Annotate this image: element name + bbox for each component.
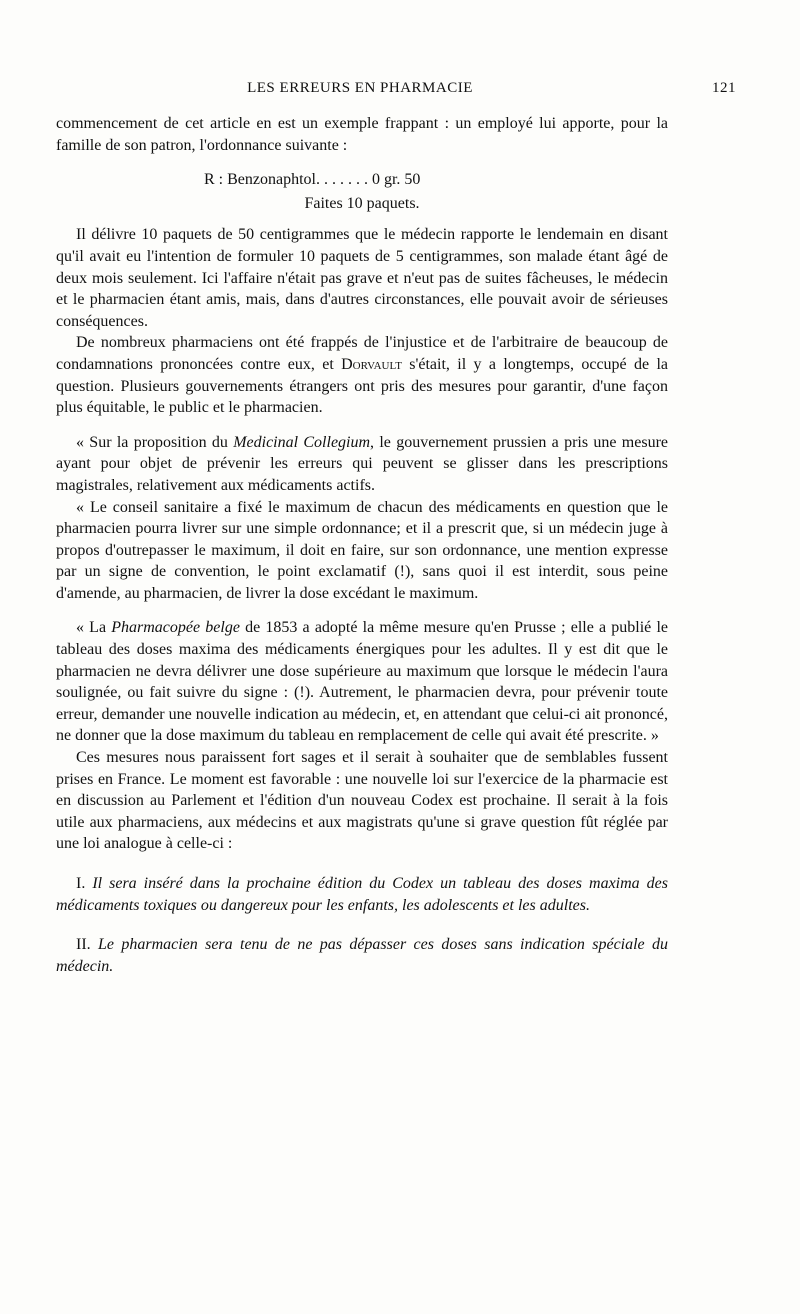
prescription-line: R : Benzonaphtol. . . . . . . 0 gr. 50 — [204, 171, 421, 189]
page-body — [56, 113, 668, 977]
author-name: Dorvault — [341, 355, 402, 373]
quote-conseil-sanitaire: « Le conseil sanitaire a fixé le maximum de chacun des médicaments en question que le pharmacien pourra livrer sur une simple ordonnance; et il a prescrit que, si un médecin juge à propos d'outrepasser le maximum, il doit en faire, sur son ordonnance, une mention expresse par un signe de convention, le point exclamatif (!), sans quoi il est interdit, sous peine d'amende, au pharmacien, de livrer la dose excédant le maximum. — [56, 498, 668, 602]
article-1: I. Il sera inséré dans la prochaine édition du Codex un tableau des doses maxima des médicaments toxiques ou dangereux pour les enfants, les adolescents et les adultes. — [56, 875, 669, 914]
intro-paragraph: commencement de cet article en est un exemple frappant : un employé lui apporte, pour la famille de son patron, l'ordonnance suivante : — [56, 115, 668, 154]
pharmacopee-belge: Pharmacopée belge — [111, 619, 240, 637]
paragraph-injustice: De nombreux pharmaciens ont été frappés de l'injustice et de l'arbitraire de beaucoup de condamnations prononcées contre eux, et Dorvault s'était, il y a longtemps, occupé de la question. Plusieurs gouvernements étrangers ont pris des mesures pour garantir, d'une façon plus équitable, le public et le pharmacien. — [56, 334, 668, 417]
running-head: LES ERREURS EN PHARMACIE — [247, 80, 473, 96]
quote-pharmacopee-belge: « La Pharmacopée belge de 1853 a adopté la même mesure qu'en Prusse ; elle a publié le tableau des doses maxima des médicaments énergiques pour les adultes. Il y est dit que le pharmacien ne devra délivrer une dose supérieure au maximum que lorsque le médecin l'aura soulignée, ou fait suivre du signe : (!). Autrement, le pharmacien devra, pour prévenir toute erreur, demander une nouvelle indication au médecin, et, en attendant que celui-ci ait prononcé, ne donner que la dose maximum du tableau en remplacement de celle qui avait été prescrite. » — [56, 619, 669, 745]
page-number: 121 — [712, 80, 736, 96]
prescription-note: Faites 10 paquets. — [304, 194, 420, 212]
quote-prussian: « Sur la proposition du Medicinal Collegium, le gouvernement prussien a pris une mesure ayant pour objet de prévenir les erreurs qui peuvent se glisser dans les prescriptions magistrales, relativement aux médicaments actifs. — [56, 433, 668, 494]
paragraph-mesures: Ces mesures nous paraissent fort sages et il serait à souhaiter que de semblables fussent prises en France. Le moment est favorable : une nouvelle loi sur l'exercice de la pharmacie est en discussion au Parlement et l'édition d'un nouveau Codex est prochaine. Il serait à la fois utile aux pharmaciens, aux médecins et aux magistrats qu'une si grave question fût réglée par une loi analogue à celle-ci : — [56, 749, 668, 853]
article-2: II. Le pharmacien sera tenu de ne pas dépasser ces doses sans indication spéciale du médecin. — [56, 936, 668, 975]
paragraph-delivery: Il délivre 10 paquets de 50 centigrammes que le médecin rapporte le lendemain en disant qu'il avait eu l'intention de formuler 10 paquets de 5 centigrammes, son malade étant âgé de deux mois seulement. Ici l'affaire n'était pas grave et n'eut pas de suites fâcheuses, le médecin et le pharmacien étant amis, mais, dans d'autres circonstances, elle pouvait avoir de sérieuses conséquences. — [56, 226, 668, 330]
medicinal-collegium: Medicinal Collegium — [233, 433, 371, 451]
